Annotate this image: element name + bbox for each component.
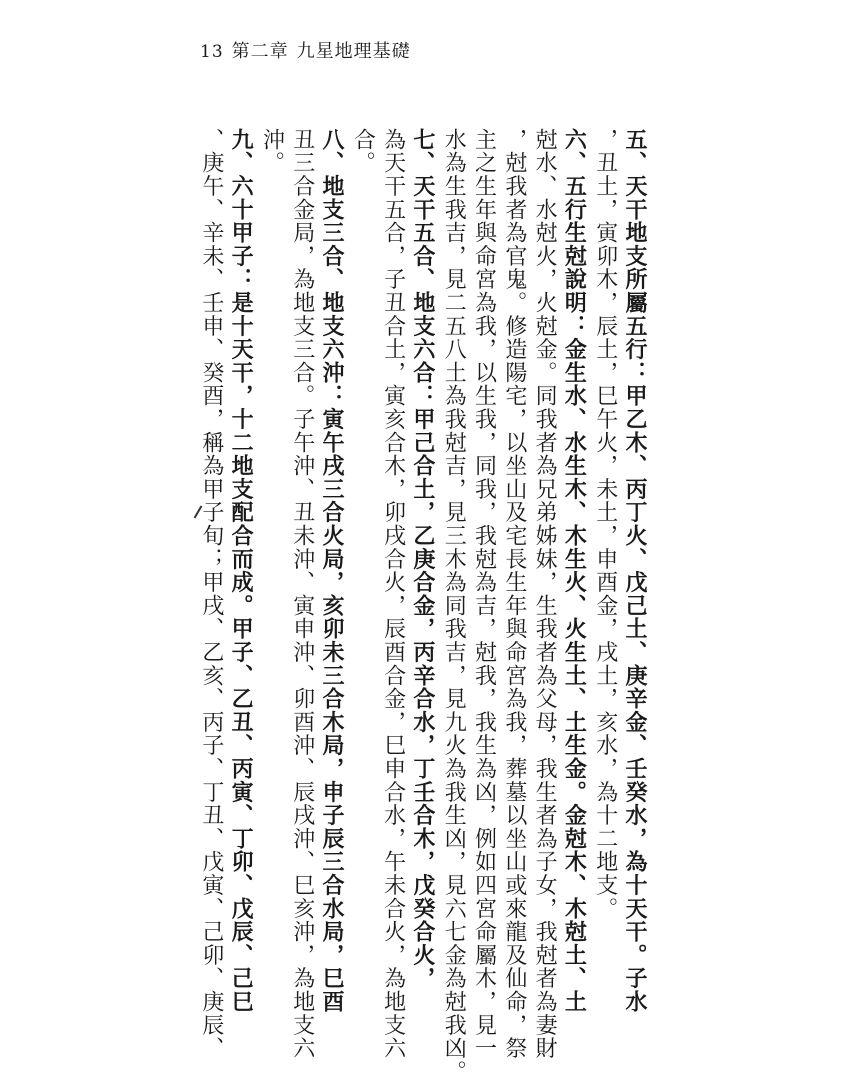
text-line: 沖。 xyxy=(259,128,285,175)
section-heading-line: 八、地支三合、地支六沖：寅午戌三合火局，亥卯未三合木局，申子辰三合水局，巳酉 xyxy=(319,128,346,1014)
text-line: 、庚午、辛未、壬申、癸酉，稱為甲子旬；甲戌、乙亥、丙子、丁丑、戊寅、己卯、庚辰、 xyxy=(198,128,224,1060)
text-line: 丑三合金局，為地支三合。子午沖、丑未沖、寅申沖、卯酉沖、辰戌沖、巳亥沖，為地支六 xyxy=(289,128,315,1060)
text-line: 主之生年與命宮為我，以生我，同我，我尅為吉，尅我，我生為凶，例如四宮命屬木，見一 xyxy=(471,128,497,1060)
running-header xyxy=(200,37,411,61)
text-line: ，尅我者為官鬼。修造陽宅，以坐山及宅長生年與命宮為我，葬墓以坐山或來龍及仙命，祭 xyxy=(501,128,527,1060)
text-line: 水為生我吉，見二五八土為我尅吉，見三木為同我吉，見九火為我生凶，見六七金為尅我凶。 xyxy=(441,128,467,1083)
text-line: 合。 xyxy=(350,128,376,175)
section-heading-line: 九、六十甲子：是十天干，十二地支配合而成。甲子、乙丑、丙寅、丁卯、戊辰、己巳 xyxy=(228,128,255,1014)
vertical-body-text xyxy=(196,128,650,1083)
section-heading-line: 七、天干五合、地支六合：甲己合土，乙庚合金，丙辛合水，丁壬合木，戊癸合火， xyxy=(409,128,436,991)
section-heading-line: 六、五行生尅說明：金生水、水生木、木生火、火生土、土生金。金尅木、木尅土、土 xyxy=(561,128,588,1014)
chapter-label: 第二章 xyxy=(231,41,289,62)
page-number: 13 xyxy=(200,42,224,62)
text-line: 為天干五合，子丑合土，寅亥合木，卯戌合火，辰酉合金，巳申合水，午未合火，為地支六 xyxy=(380,128,406,1060)
section-heading-line: 五、天干地支所屬五行：甲乙木、丙丁火、戊己土、庚辛金、壬癸水，為十天干。子水 xyxy=(622,128,648,1014)
text-line: ，丑土，寅卯木，辰土，巳午火，未土，申酉金，戌土，亥水，為十二地支。 xyxy=(592,128,618,921)
text-line: 尅水、水尅火，火尅金。同我者為兄弟姊妹，生我者為父母，我生者為子女，我尅者為妻財 xyxy=(532,128,558,1060)
chapter-title: 九星地理基礎 xyxy=(296,41,411,62)
